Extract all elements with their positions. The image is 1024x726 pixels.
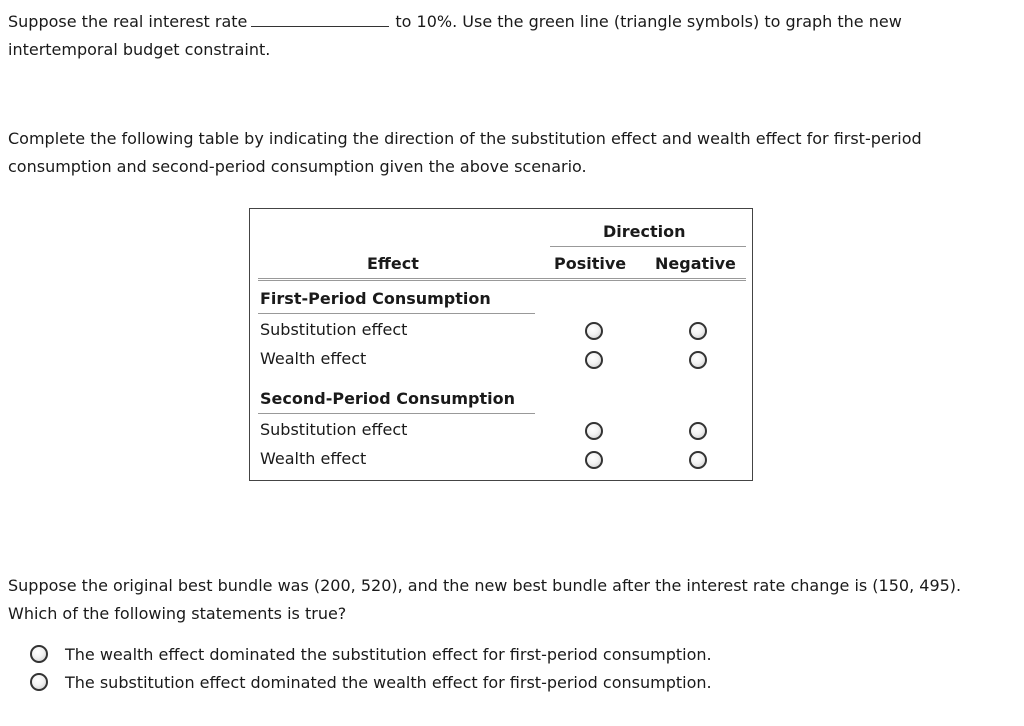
header-double-rule <box>258 278 746 281</box>
first-period-substitution-negative-radio[interactable] <box>689 322 707 340</box>
second-period-wealth-negative-radio[interactable] <box>689 451 707 469</box>
second-period-substitution-negative-radio[interactable] <box>689 422 707 440</box>
negative-header: Negative <box>655 254 736 273</box>
effect-header: Effect <box>367 254 419 273</box>
first-period-substitution-label: Substitution effect <box>260 320 408 339</box>
answer-option-1[interactable] <box>30 643 790 667</box>
first-period-substitution-positive-radio[interactable] <box>585 322 603 340</box>
answer-option-1-label[interactable]: The wealth effect dominated the substitution effect for first-period consumption. <box>65 645 712 664</box>
second-period-wealth-label: Wealth effect <box>260 449 367 468</box>
positive-header: Positive <box>554 254 627 273</box>
second-period-substitution-positive-radio[interactable] <box>585 422 603 440</box>
second-period-substitution-label: Substitution effect <box>260 420 408 439</box>
answer-option-2-label[interactable]: The substitution effect dominated the wealth effect for first-period consumption. <box>65 673 712 692</box>
answer-option-2[interactable] <box>30 671 790 695</box>
second-period-heading: Second-Period Consumption <box>260 389 515 408</box>
question-1-text <box>8 8 1008 64</box>
answer-option-1-radio[interactable] <box>30 645 48 663</box>
question-1-suffix: to 10%. Use the green line (triangle symbols) to graph the new intertemporal budget constraint. <box>8 12 902 59</box>
first-period-wealth-negative-radio[interactable] <box>689 351 707 369</box>
answer-option-2-radio[interactable] <box>30 673 48 691</box>
direction-header-rule <box>550 246 746 247</box>
first-period-rule <box>258 313 535 314</box>
question-1-prefix: Suppose the real interest rate <box>8 12 248 31</box>
effects-table <box>249 208 753 481</box>
first-period-wealth-positive-radio[interactable] <box>585 351 603 369</box>
question-3-text: Suppose the original best bundle was (200, 520), and the new best bundle after the interest rate change is (150, 495). Which of the following statements is true? <box>8 576 962 623</box>
interest-rate-dropdown-blank[interactable] <box>251 10 389 27</box>
first-period-wealth-label: Wealth effect <box>260 349 367 368</box>
second-period-wealth-positive-radio[interactable] <box>585 451 603 469</box>
first-period-heading: First-Period Consumption <box>260 289 491 308</box>
second-period-rule <box>258 413 535 414</box>
question-2-text: Complete the following table by indicating the direction of the substitution effect and wealth effect for first-period consumption and second-period consumption given the above scenario. <box>8 129 922 176</box>
direction-header: Direction <box>603 222 686 241</box>
